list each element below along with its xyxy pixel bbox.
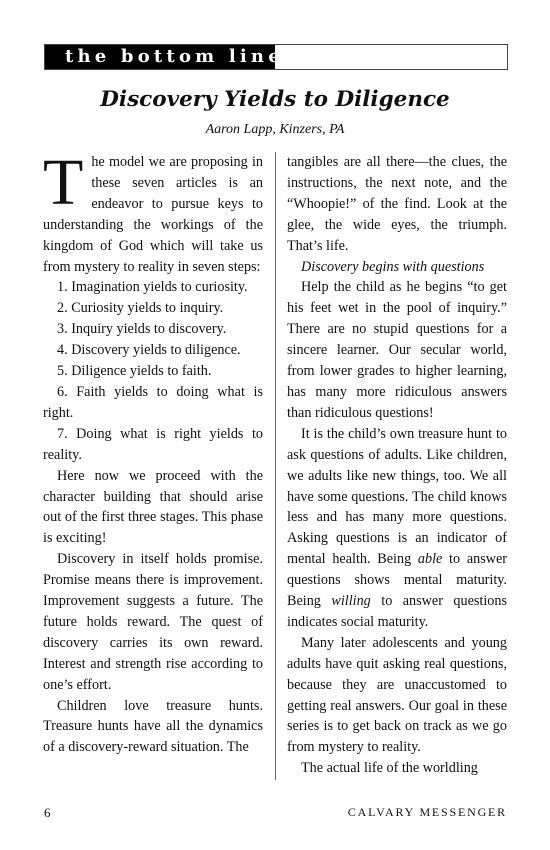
subheading: Discovery begins with questions <box>301 258 485 275</box>
list-item: 2. Curiosity yields to inquiry. <box>57 300 224 317</box>
list-item: 5. Diligence yields to faith. <box>57 363 212 380</box>
body-paragraph: The actual life of the worldling <box>301 760 478 777</box>
list-item: 7. Doing what is right yields to reality. <box>43 425 263 463</box>
text-run: to answer questions shows mental maturity. Being <box>287 551 507 610</box>
intro-text: he model we are proposing in these seven articles is an endeavor to pursue keys to understanding the workings of the kingdom of God which will take us from mystery to reality in seven steps: <box>43 154 263 275</box>
list-item: 6. Faith yields to doing what is right. <box>43 383 263 421</box>
body-paragraph <box>287 424 507 633</box>
right-column <box>287 152 507 787</box>
article-byline: Aaron Lapp, Kinzers, PA <box>205 122 345 137</box>
section-banner <box>44 44 508 70</box>
emphasis-text: able <box>417 551 443 568</box>
publication-name: CALVARY MESSENGER <box>347 805 507 819</box>
column-divider <box>275 152 276 780</box>
body-paragraph: Help the child as he begins “to get his feet wet in the pool of inquiry.” There are no stupid questions for a sincere learner. Our secular world, from lower grades to higher learning, has many more ridiculous answers than ridiculous questions! <box>287 279 507 421</box>
intro-paragraph <box>43 152 263 277</box>
list-item: 1. Imagination yields to curiosity. <box>57 279 248 296</box>
list-item: 3. Inquiry yields to discovery. <box>57 321 227 338</box>
section-banner-label: the bottom line <box>45 45 275 69</box>
article-title: Discovery Yields to Diligence <box>100 87 450 112</box>
emphasis-text: willing <box>331 593 371 610</box>
body-paragraph: Discovery in itself holds promise. Promise means there is improvement. Improvement suggests a future. The future holds reward. The quest of discovery carries its own reward. Interest and strength rise according to one’s effort. <box>43 551 263 693</box>
list-item: 4. Discovery yields to diligence. <box>57 342 241 359</box>
body-paragraph: tangibles are all there—the clues, the instructions, the next note, and the “Whoopie!” of the find. Look at the glee, the wide eyes, the triumph. That’s life. <box>287 154 507 254</box>
page-number: 6 <box>44 805 51 820</box>
body-paragraph: Children love treasure hunts. Treasure hunts have all the dynamics of a discovery-reward situation. The <box>43 697 263 756</box>
steps-list <box>43 277 263 465</box>
left-column <box>43 152 263 787</box>
body-paragraph: Here now we proceed with the character building that should arise out of the first three stages. This phase is exciting! <box>43 467 263 547</box>
body-paragraph: Many later adolescents and young adults have quit asking real questions, because they are unaccustomed to getting real answers. Our goal in these series is to get back on track as we go from mystery to reality. <box>287 634 507 756</box>
text-run: It is the child’s own treasure hunt to ask questions of adults. Like children, we adults like new things, too. We all have some questions. The child knows less and has many more questions. Asking questions is an indicator of mental health. Being <box>287 425 507 568</box>
text-run: to answer questions indicates social maturity. <box>287 593 507 630</box>
drop-cap: T <box>43 152 84 219</box>
